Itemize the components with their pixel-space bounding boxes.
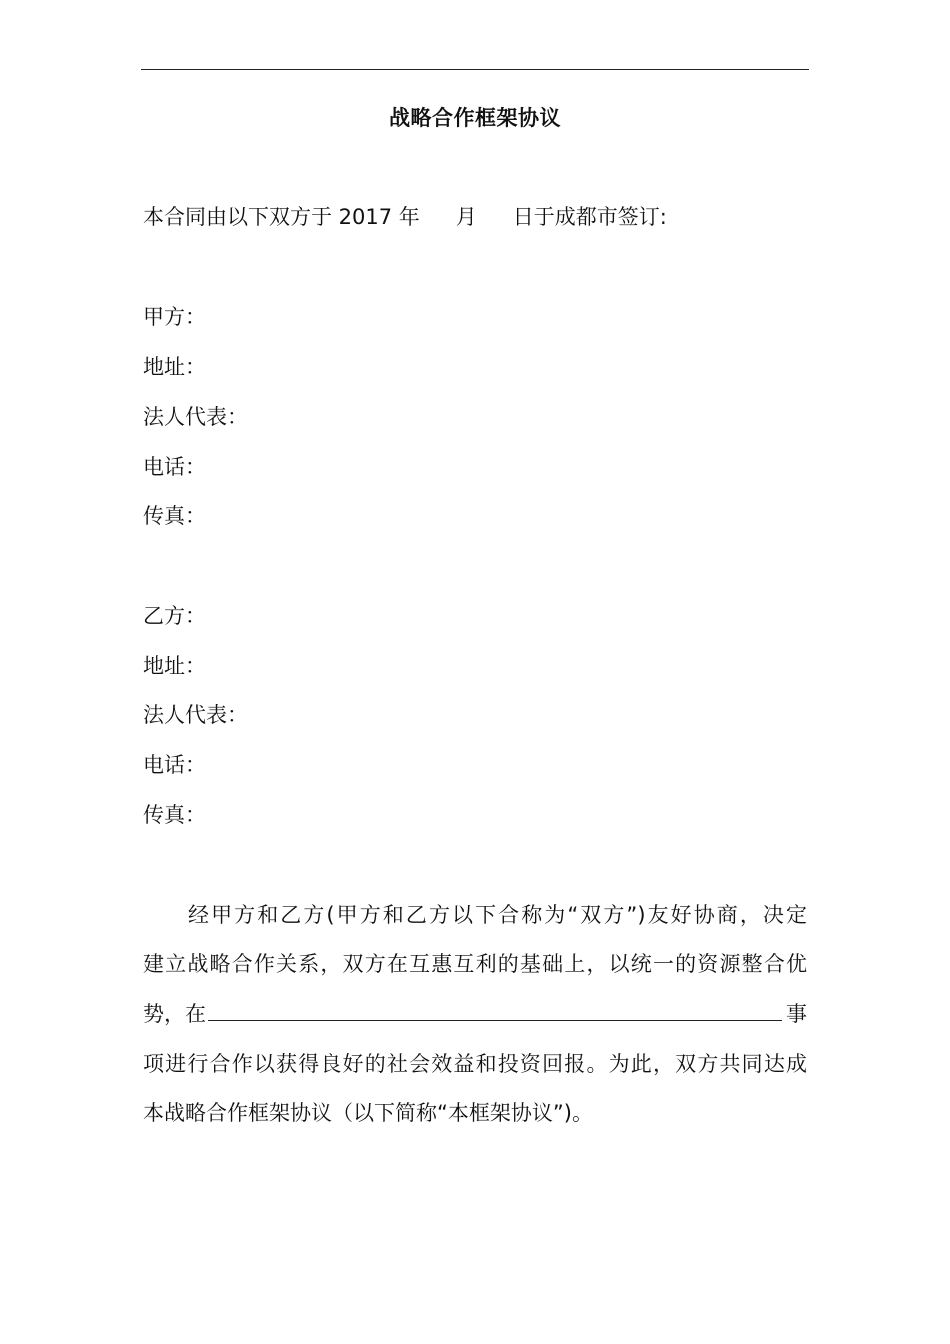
body-line-3: [143, 1000, 807, 1028]
party-b-fax: 传真：: [143, 803, 206, 827]
party-a-address: 地址：: [143, 355, 206, 379]
body-line-3-start: 势，在: [143, 1002, 206, 1026]
header-rule: [141, 69, 809, 70]
party-b-phone: 电话：: [143, 753, 206, 777]
party-a-phone: 电话：: [143, 455, 206, 479]
intro-part-3: 日于成都市签订:: [512, 205, 667, 229]
intro-line: [143, 203, 667, 231]
fill-in-blank-underline: [208, 1000, 782, 1021]
party-b-address: 地址：: [143, 654, 206, 678]
party-a-fax: 传真：: [143, 504, 206, 528]
party-a-label: 甲方：: [143, 305, 206, 329]
party-b-label: 乙方：: [143, 604, 206, 628]
party-b-legal-rep: 法人代表：: [143, 703, 248, 727]
intro-month: 月: [455, 205, 477, 229]
body-line-2: 建立战略合作关系，双方在互惠互利的基础上，以统一的资源整合优: [143, 952, 807, 976]
intro-part-1: 本合同由以下双方于 2017 年: [143, 205, 420, 229]
body-line-1: 经甲方和乙方(甲方和乙方以下合称为“双方”)友好协商，决定: [188, 903, 807, 927]
body-line-3-end: 事: [786, 1002, 807, 1026]
document-title: 战略合作框架协议: [389, 106, 561, 130]
body-line-4: 项进行合作以获得良好的社会效益和投资回报。为此，双方共同达成: [143, 1052, 807, 1076]
body-line-5: 本战略合作框架协议（以下简称“本框架协议”)。: [143, 1101, 593, 1125]
party-a-legal-rep: 法人代表：: [143, 405, 248, 429]
